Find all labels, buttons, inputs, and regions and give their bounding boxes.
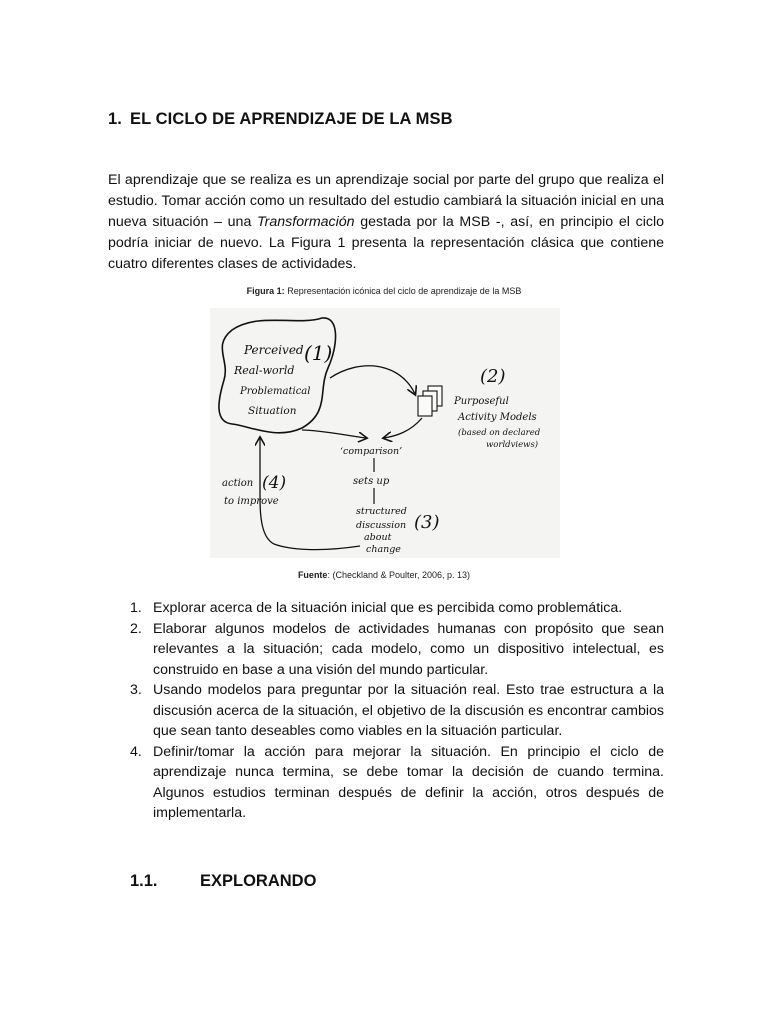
list-item-text: Explorar acerca de la situación inicial que es percibida como problemática. bbox=[153, 600, 623, 616]
list-item bbox=[130, 742, 664, 824]
activities-list bbox=[130, 598, 664, 824]
number-3: (3) bbox=[414, 512, 440, 533]
discussion-line-2: discussion bbox=[356, 520, 407, 531]
number-1: (1) bbox=[304, 341, 333, 365]
figure-caption bbox=[0, 286, 768, 296]
list-item-number: 2. bbox=[130, 620, 142, 637]
figure-caption-text: Representación icónica del ciclo de aprendizaje de la MSB bbox=[284, 286, 522, 296]
source-caption-label: Fuente bbox=[297, 570, 328, 580]
cloud-line-2: Real-world bbox=[234, 364, 295, 377]
intro-paragraph bbox=[108, 170, 664, 275]
section-number: 1. bbox=[108, 110, 122, 128]
list-item-number: 1. bbox=[130, 600, 142, 616]
list-item bbox=[130, 680, 664, 742]
number-4: (4) bbox=[262, 473, 287, 493]
subsection-number: 1.1. bbox=[130, 872, 158, 890]
discussion-line-4: change bbox=[366, 544, 401, 555]
models-line-4: worldviews) bbox=[486, 440, 539, 450]
cloud-line-3: Problematical bbox=[240, 386, 311, 397]
intro-text-start: El aprendizaje que se realiza es un aprendizaje social por parte del grupo que realiza el estudio. Tomar acción como un resultado del estudio cambiará la situación inicial en una nueva situación – una bbox=[108, 172, 664, 230]
subsection-title: EXPLORANDO bbox=[200, 872, 317, 890]
action-line-1: action bbox=[222, 478, 254, 489]
source-caption-text: : (Checkland & Poulter, 2006, p. 13) bbox=[327, 570, 471, 580]
number-2: (2) bbox=[480, 366, 506, 387]
cloud-line-1: Perceived bbox=[244, 343, 304, 357]
list-item-number: 3. bbox=[130, 682, 142, 698]
list-item-text: Elaborar algunos modelos de actividades humanas con propósito que sean relevantes a la situación; cada modelo, como un dispositivo intelectual, es construido en base a una visión del mundo particular. bbox=[153, 620, 664, 678]
models-line-2: Activity Models bbox=[458, 412, 537, 423]
comparison-label: ‘comparison’ bbox=[340, 446, 403, 457]
discussion-line-1: structured bbox=[356, 506, 407, 517]
figure-caption-label: Figura 1: bbox=[246, 286, 285, 296]
sets-up-label: sets up bbox=[353, 476, 390, 487]
list-item bbox=[130, 598, 664, 619]
models-line-3: (based on declared bbox=[458, 428, 541, 438]
cloud-line-4: Situation bbox=[248, 405, 297, 417]
source-caption bbox=[0, 570, 768, 580]
list-item bbox=[130, 619, 664, 681]
list-item-text: Usando modelos para preguntar por la situación real. Esto trae estructura a la discusión acerca de la situación, el objetivo de la discusión es encontrar cambios que sean tanto deseables como viables en la situación particular. bbox=[153, 682, 664, 739]
discussion-line-3: about bbox=[364, 532, 392, 543]
learning-cycle-diagram bbox=[210, 308, 560, 558]
section-heading bbox=[108, 110, 453, 129]
learning-cycle-figure bbox=[210, 308, 560, 558]
intro-emphasis: Transformación bbox=[257, 214, 355, 230]
models-line-1: Purposeful bbox=[454, 396, 509, 407]
list-item-text: Definir/tomar la acción para mejorar la situación. En principio el ciclo de aprendizaje nunca termina, se debe tomar la decisión de cuando termina. Algunos estudios terminan después de definir la acción, otros después de implementarla. bbox=[153, 743, 664, 821]
subsection-heading bbox=[130, 872, 317, 891]
section-title: EL CICLO DE APRENDIZAJE DE LA MSB bbox=[129, 110, 453, 128]
list-item-number: 4. bbox=[130, 743, 142, 760]
action-line-2: to improve bbox=[224, 496, 279, 507]
intro-text-end: gestada por la MSB -, así, en principio el ciclo podría iniciar de nuevo. La Figura 1 presenta la representación clásica que contiene cuatro diferentes clases de actividades. bbox=[108, 214, 664, 272]
